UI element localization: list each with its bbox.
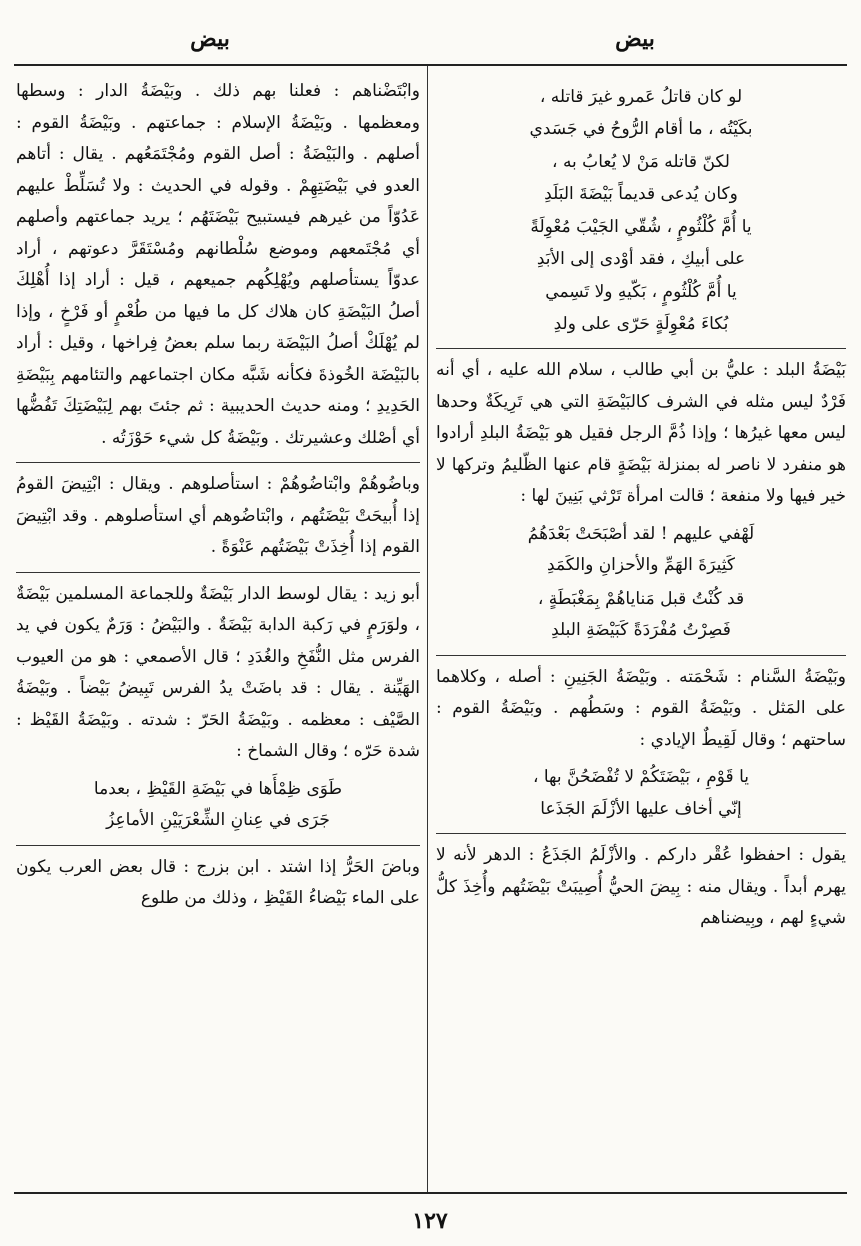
left-column xyxy=(16,76,420,915)
running-head-left: بيض xyxy=(190,26,230,52)
section-separator xyxy=(436,655,846,656)
entry-paragraph: وباضَ الحَرُّ إذا اشتد . ابن بزرج : قال بعض العرب يكون على الماء بَيْضاءُ القَيْظِ ، وذلك من طلوع xyxy=(16,856,420,908)
section-separator xyxy=(436,348,846,349)
poem-block xyxy=(436,762,846,825)
column-divider xyxy=(427,66,428,1192)
hemistich: طَوَى ظِمْأَها في بَيْضَةِ القَيْظِ ، بعدما xyxy=(93,778,343,799)
hemistich: إنّي أخاف عليها الأزْلَمَ الجَذَعا xyxy=(540,798,742,819)
verse xyxy=(436,519,846,582)
verse xyxy=(436,277,846,340)
entry-paragraph: يقول : احفظوا عُقْر داركم . والأزْلَمُ الجَذَعُ : الدهر لأنه لا يهرم أبداً . ويقال منه : بِيضَ الحيُّ أُصِيبَتْ بَيْضَتُهم وأُخِذَ كلُّ شيءٍ لهم ، وبِيضناهم xyxy=(436,845,846,928)
hemistich: لَهْفي عليهم ! لقد أصْبَحَتْ بَعْدَهُمُ xyxy=(527,523,755,544)
section-separator xyxy=(16,572,420,573)
verse xyxy=(436,212,846,275)
hemistich: وكان يُدعى قديماً بَيْضَةَ البَلَدِ xyxy=(544,183,738,204)
hemistich: يا قَوْمِ ، بَيْضَتَكُمْ لا تُفْضَحُنَّ بها ، xyxy=(532,767,749,787)
verse xyxy=(436,82,846,145)
hemistich: لكنّ قاتله مَنْ لا يُعابُ به ، xyxy=(552,152,730,172)
verse xyxy=(436,584,846,647)
bottom-rule xyxy=(14,1192,847,1194)
page-number: ١٢٧ xyxy=(412,1208,448,1234)
entry-paragraph: وباضُوهُمْ وابْتاضُوهُمْ : استأصلوهم . ويقال : ابْتِيضَ القومُ إذا أُبيحَتْ بَيْضَتُهم ، وابْتاضُوهم أي استأصلوهم . وقد ابْتِيضَ القوم إذا أُخِذَتْ بَيْضَتُهم عَنْوَةً . xyxy=(16,474,420,557)
hemistich: لو كان قاتلُ عَمرو غيرَ قاتله ، xyxy=(539,87,743,107)
section-separator xyxy=(16,845,420,846)
hemistich: يا أُمَّ كُلْثُومٍ ، شُقّي الجَيْبَ مُعْوِلَةً xyxy=(530,217,752,237)
hemistich: يا أُمَّ كُلْثُومٍ ، بَكّيهِ ولا تَسِمي xyxy=(545,282,737,302)
hemistich: فَصِرْتُ مُفْرَدَةً كَبَيْضَةِ البلدِ xyxy=(551,620,731,640)
entry-paragraph: أبو زيد : يقال لوسط الدار بَيْضَةٌ وللجماعة المسلمين بَيْضَةٌ ، ولوَرَمٍ في رَكبة الدابة بَيْضَةٌ . والبَيْضُ : وَرَمٌ يكون في يد الفرس مثل النُّفَخِ والغُدَدِ ؛ قال الأصمعي : هو من العيوب الهَيِّنة . يقال : قد باضَتْ يدُ الفرس تَبِيضُ بَيْضاً . وبَيْضَةُ الصَّيْف : معظمه . وبَيْضَةُ الحَرّ : شدته . وبَيْضَةُ القَيْظ : شدة حَرّه ؛ وقال الشماخ : xyxy=(16,583,420,761)
hemistich: على أبيكِ ، فقد أوْدى إلى الأبَدِ xyxy=(536,248,746,269)
entry-paragraph: بَيْضَةُ البلد : عليُّ بن أبي طالب ، سلام الله عليه ، أي أنه فَرْدٌ ليس مثله في الشرف كالبَيْضَةِ التي هي تَرِيكَةٌ وحدها ليس معها غيرُها ؛ وإذا ذُمَّ الرجل فقيل هو بَيْضَةُ البلدِ أرادوا هو منفرد لا ناصر له بمنزلة بَيْضَةٍ قام عنها الظّليمُ وتركها لا خير فيها ولا منفعة ؛ قالت امرأة تَرْثي بَنِينَ لها : xyxy=(436,360,846,506)
entry-paragraph: وبَيْضَةُ السَّنام : شَحْمَته . وبَيْضَةُ الجَنِينِ : أصله ، وكلاهما على المَثل . وبَيْضَةُ القوم : وسَطُهم . وبَيْضَةُ القوم : ساحتهم ؛ وقال لَقِيطٌ الإيادي : xyxy=(436,666,846,750)
hemistich: بكَيْتُه ، ما أقام الرُّوحُ في جَسَدي xyxy=(529,118,753,139)
running-head-right: بيض xyxy=(615,26,655,52)
section-separator xyxy=(436,833,846,834)
hemistich: قد كُنْتُ قبل مَناياهُمْ بِمَغْبَطَةٍ ، xyxy=(537,588,745,609)
verse xyxy=(16,774,420,837)
hemistich: كَثِيرَةَ الهَمِّ والأحزانِ والكَمَدِ xyxy=(547,555,735,575)
hemistich: جَرَى في عِنانِ الشِّعْرَيَيْنِ الأماعِزُ xyxy=(106,810,330,830)
right-column xyxy=(436,76,846,935)
hemistich: بُكاءَ مُعْوِلَةٍ حَرّى على ولدِ xyxy=(553,313,729,334)
verse xyxy=(436,147,846,210)
verse xyxy=(436,762,846,825)
section-separator xyxy=(16,462,420,463)
poem-block xyxy=(16,774,420,837)
top-rule xyxy=(14,64,847,66)
poem-block xyxy=(436,519,846,647)
poem-block xyxy=(436,82,846,340)
entry-paragraph: وابْتَضْناهم : فعلنا بهم ذلك . وبَيْضَةُ الدار : وسطها ومعظمها . وبَيْضَةُ الإسلام : جماعتهم . وبَيْضَةُ القوم : أصلهم . والبَيْضَةُ : أصل القوم ومُجْتَمَعُهم . يقال : أتاهم العدو في بَيْضَتِهِمْ . وقوله في الحديث : ولا تُسَلِّطْ عليهم عَدُوّاً من غيرهم فيستبيح بَيْضَتَهُم ؛ يريد جماعتهم وأصلهم أي مُجْتَمعهم وموضع سُلْطانهم ومُسْتَقَرَّ دعوتهم ، أراد عدوّاً يستأصلهم ويُهْلِكُهم جميعهم ، قيل : أراد إذا أُهْلِكَ أصلُ البَيْضَةِ كان هلاك كل ما فيها من طُعْمٍ أو فَرْخٍ ، وإذا لم يُهْلَكْ أصلُ البَيْضَة ربما سلم بعضُ فِراخها ، وقيل : أراد بالبَيْضَة الخُوذةَ فكأنه شَبَّه مكان اجتماعهم والتئامهم بِبَيْضَةِ الحَدِيدِ ؛ ومنه حديث الحديبية : ثم جئتَ بهم لِبَيْضَتِكَ تَفُضُّها أي أصْلك وعشيرتك . وبَيْضَةُ كل شيء حَوْزَتُه . xyxy=(16,81,420,448)
